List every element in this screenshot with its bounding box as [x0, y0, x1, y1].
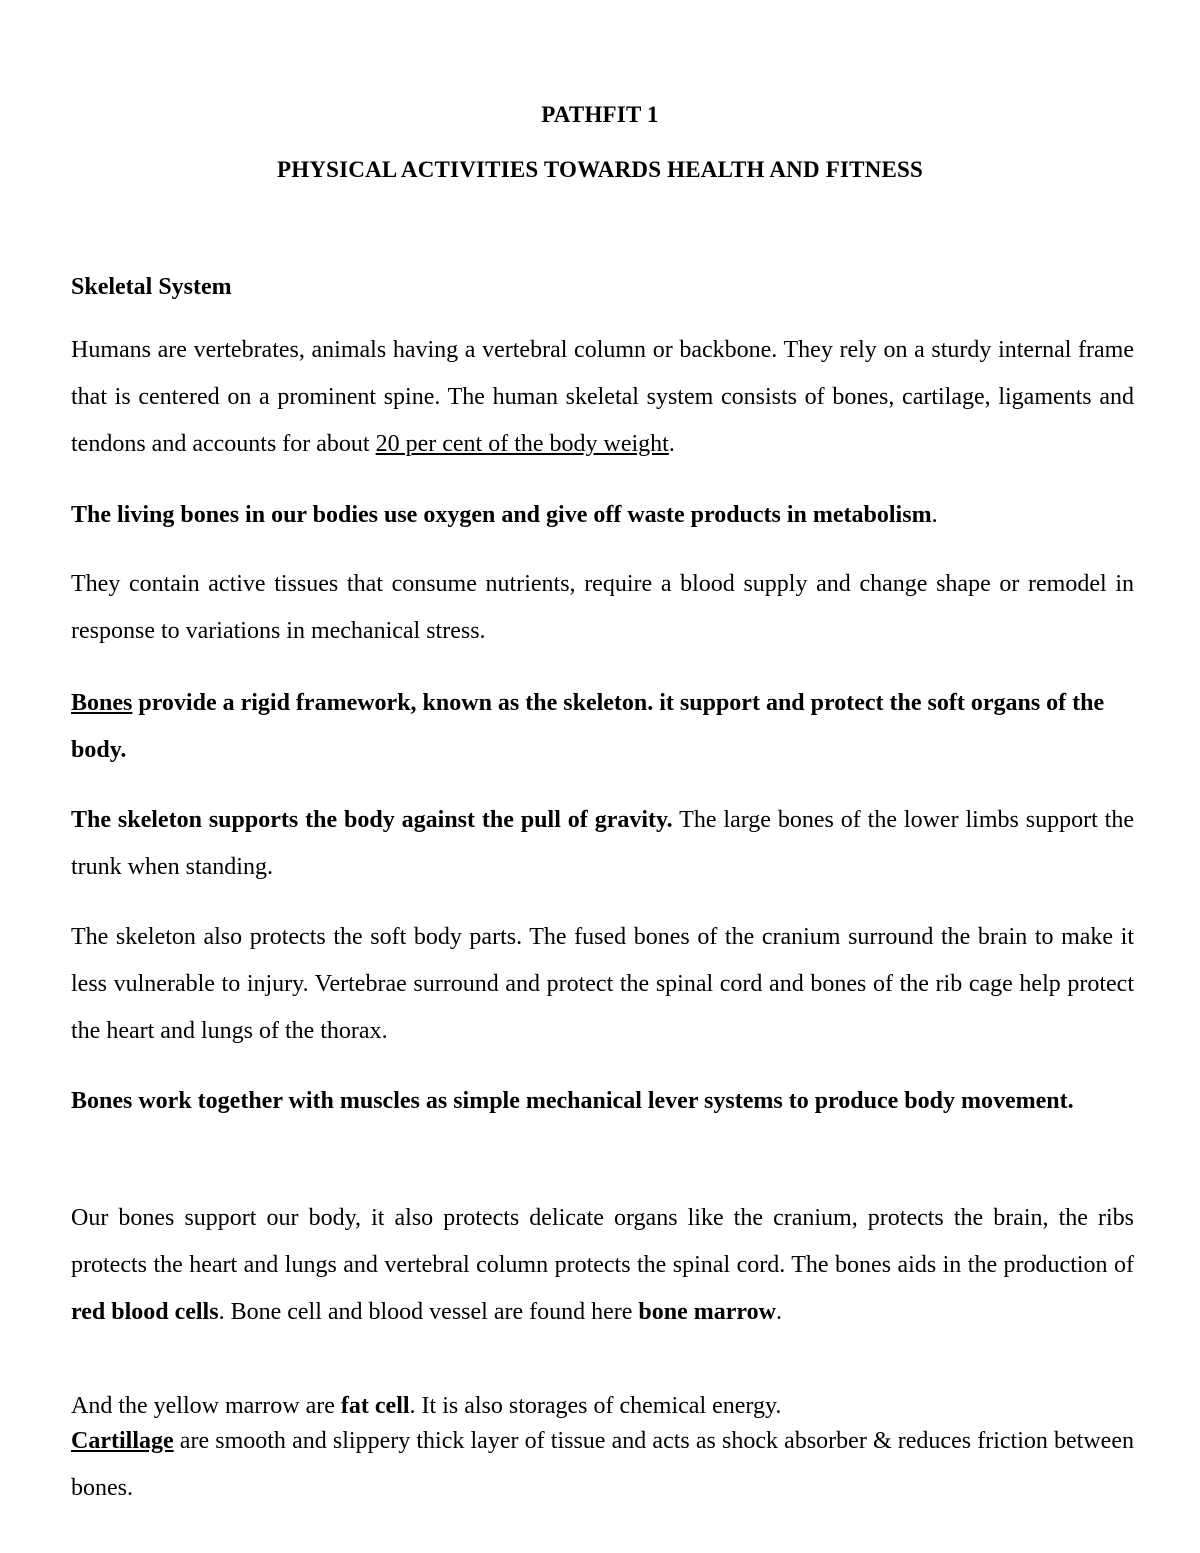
bold-statement: The living bones in our bodies use oxygen and give off waste products in metabolism: [71, 502, 932, 528]
bold-statement: The skeleton supports the body against the pull of gravity.: [71, 807, 673, 833]
paragraph-vertebrates: [71, 327, 1134, 468]
paragraph-protection: The skeleton also protects the soft body parts. The fused bones of the cranium surround the brain to make it less vulnerable to injury. Vertebrae surround and protect the spinal cord and bones of the rib cage help protect the heart and lungs of the thorax.: [71, 924, 1134, 1044]
paragraph-text: .: [931, 502, 938, 528]
key-term: Cartillage: [71, 1428, 174, 1454]
bold-term: bone marrow: [638, 1299, 776, 1325]
paragraph-text: . It is also storages of chemical energy.: [409, 1393, 782, 1419]
paragraph-gravity: [71, 797, 1134, 891]
key-term: Bones: [71, 690, 133, 716]
paragraph-lever-systems: Bones work together with muscles as simple mechanical lever systems to produce body movement.: [71, 1088, 1074, 1114]
paragraph-text: Our bones support our body, it also protects delicate organs like the cranium, protects the brain, the ribs protects the heart and lungs and vertebral column protects the spinal cord. The bones aids in the production of: [71, 1205, 1134, 1278]
paragraph-text: The large bones of the lower limbs support the trunk when standing.: [71, 807, 1134, 880]
section-heading: Skeletal System: [71, 274, 232, 300]
bold-term: red blood cells: [71, 1299, 219, 1325]
paragraph-active-tissues: They contain active tissues that consume nutrients, require a blood supply and change shape or remodel in response to variations in mechanical stress.: [71, 571, 1134, 644]
paragraph-text: .: [668, 431, 675, 457]
course-title: PHYSICAL ACTIVITIES TOWARDS HEALTH AND FITNESS: [277, 157, 923, 182]
paragraph-text: And the yellow marrow are: [71, 1393, 341, 1419]
bold-term: fat cell: [340, 1393, 410, 1419]
bold-statement: provide a rigid framework, known as the skeleton. it support and protect the soft organs of the body.: [71, 690, 1105, 763]
paragraph-bone-functions: [71, 1195, 1134, 1336]
paragraph-text: .: [775, 1299, 782, 1325]
paragraph-text: Humans are vertebrates, animals having a vertebral column or backbone. They rely on a sturdy internal frame that is centered on a prominent spine. The human skeletal system consists of bones, cartilage, ligaments and tendons and accounts for about: [71, 337, 1134, 457]
paragraph-rigid-framework: [71, 680, 1134, 774]
paragraph-living-bones: [71, 492, 1134, 539]
underlined-phrase: 20 per cent of the body weight: [375, 431, 669, 457]
paragraph-text: are smooth and slippery thick layer of tissue and acts as shock absorber & reduces friction between bones.: [71, 1428, 1134, 1501]
paragraph-cartilage: [71, 1418, 1134, 1512]
course-code: PATHFIT 1: [541, 102, 659, 127]
paragraph-text: . Bone cell and blood vessel are found here: [218, 1299, 639, 1325]
